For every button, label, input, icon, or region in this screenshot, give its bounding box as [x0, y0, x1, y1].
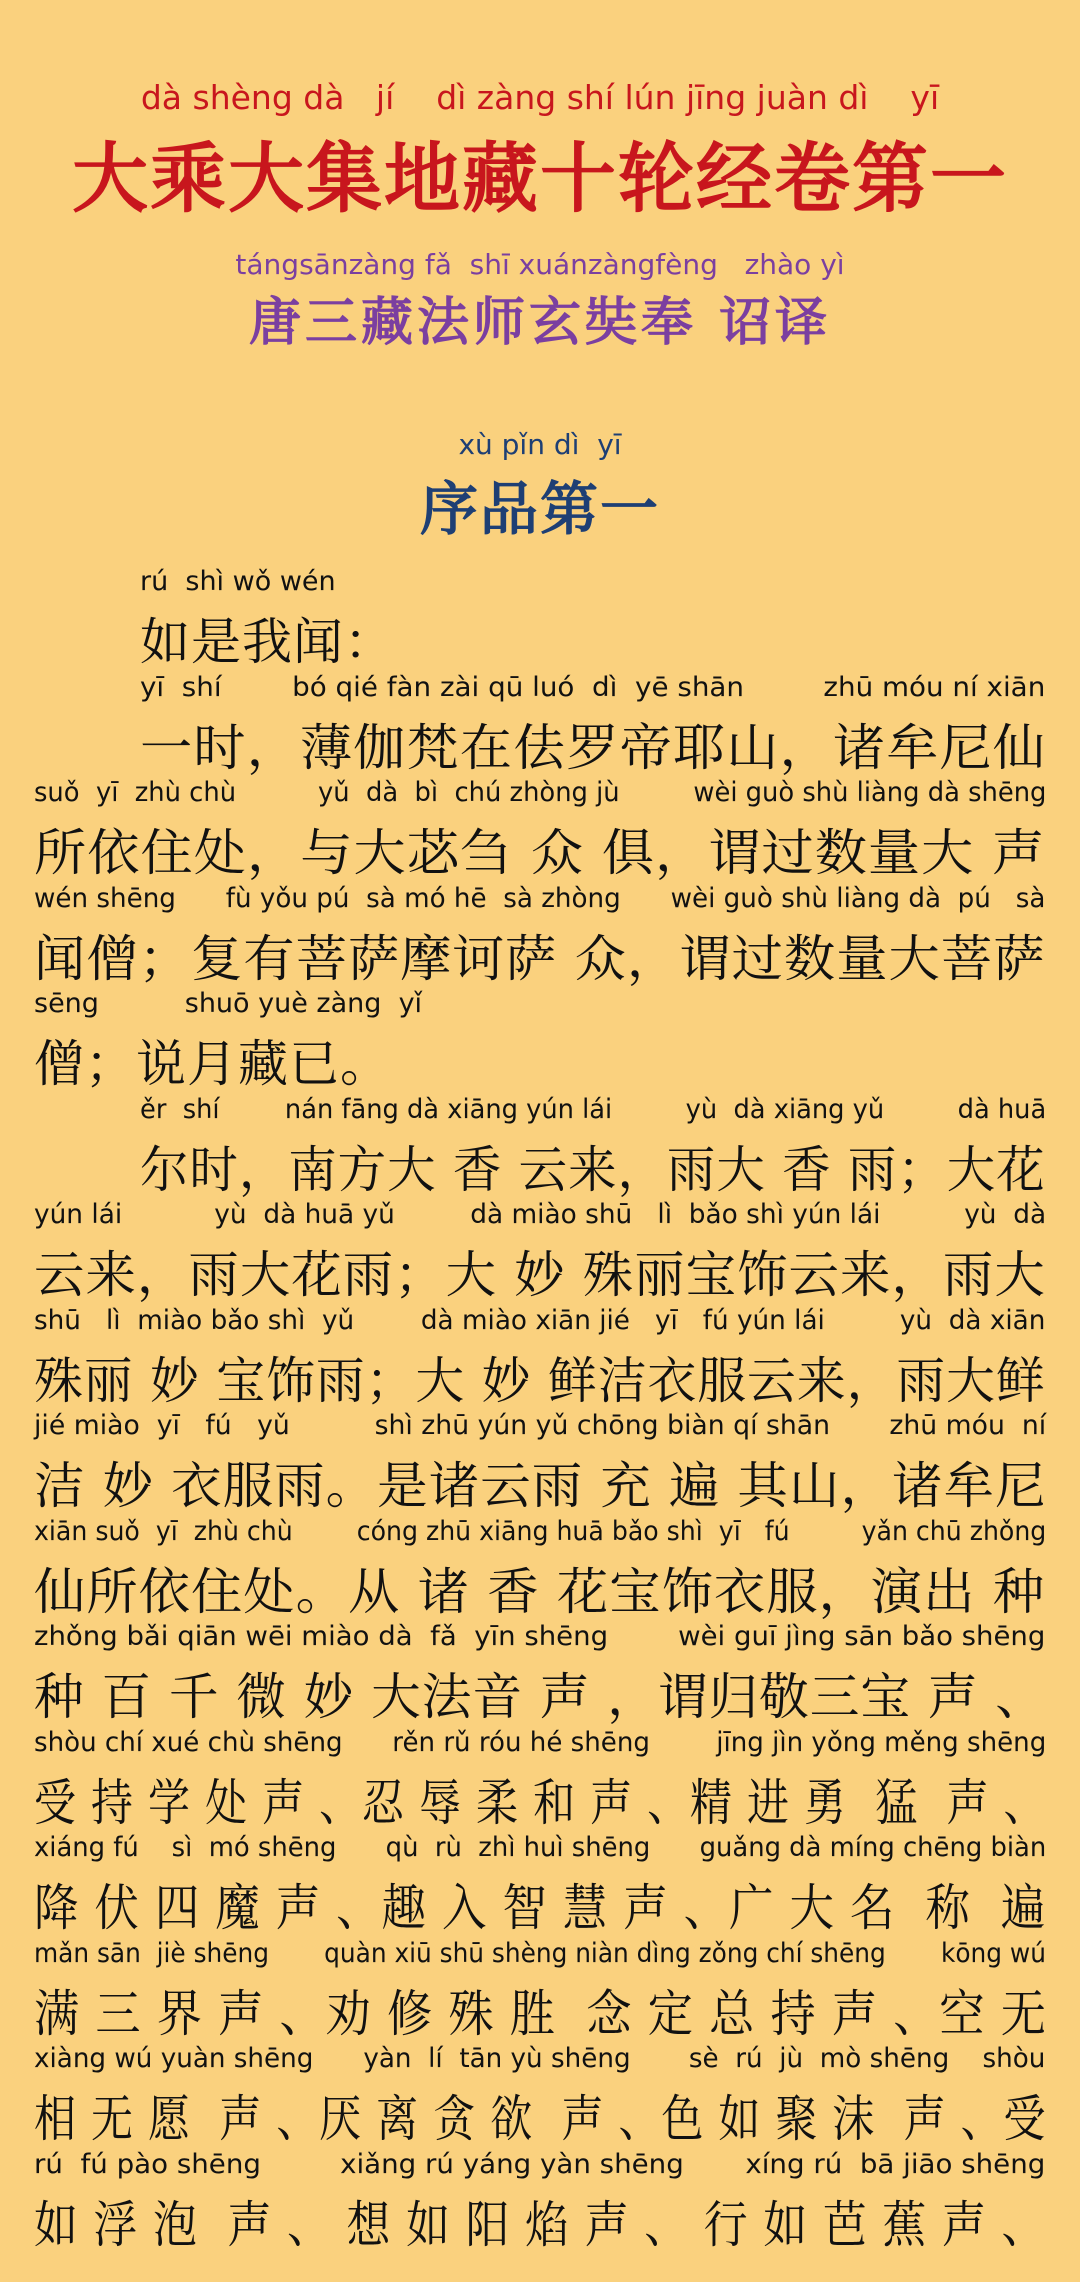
line-pinyin: wén shēng fù yǒu pú sà mó hē sà zhòng wèi guò shù liàng dà pú sà — [34, 882, 1046, 914]
line-text: 如是我闻： — [140, 613, 395, 671]
line-text: 仙所依住处。从 诸 香 花宝饰衣服，演出 种 — [34, 1562, 1046, 1621]
text-line — [0, 1093, 1080, 1199]
line-text: 闻僧；复有菩萨摩诃萨 众，谓过数量大菩萨 — [34, 929, 1046, 988]
text-line — [0, 988, 1080, 1093]
line-pinyin: yún lái yù dà huā yǔ dà miào shū lì bǎo shì yún lái yù dà — [34, 1199, 1047, 1230]
line-pinyin: yī shí bó qié fàn zài qū luó dì yē shān zhū móu ní xiān — [140, 671, 1046, 703]
line-pinyin: xiàng wú yuàn shēng yàn lí tān yù shēng sè rú jù mò shēng shòu — [34, 2043, 1046, 2074]
text-line — [0, 1410, 1080, 1515]
text-line — [0, 1937, 1080, 2043]
text-line — [0, 1726, 1080, 1832]
line-text: 殊丽 妙 宝饰雨；大 妙 鲜洁衣服云来，雨大鲜 — [34, 1351, 1046, 1410]
line-pinyin: suǒ yī zhù chù yǔ dà bì chú zhòng jù wèi guò shù liàng dà shēng — [34, 777, 1047, 808]
line-text: 所依住处，与大苾刍 众 俱，谓过数量大 声 — [34, 824, 1046, 882]
text-line — [0, 1304, 1080, 1410]
translator-pinyin: tángsānzàng fǎ shī xuánzàngfèng zhào yì — [235, 248, 845, 281]
line-text: 满 三 界 声 、劝 修 殊 胜 念 定 总 持 声 、空 无 — [34, 1984, 1047, 2043]
line-text: 僧；说月藏已。 — [34, 1035, 391, 1093]
line-text: 云来，雨大花雨；大 妙 殊丽宝饰云来，雨大 — [34, 1246, 1046, 1304]
line-pinyin: xiān suǒ yī zhù chù cóng zhū xiāng huā bǎo shì yī fú yǎn chū zhǒng — [34, 1515, 1047, 1547]
line-pinyin: ěr shí nán fāng dà xiāng yún lái yù dà xiāng yǔ dà huā — [140, 1093, 1047, 1125]
text-line — [0, 1515, 1080, 1621]
text-line — [0, 566, 1080, 671]
text-line — [0, 882, 1080, 988]
line-pinyin: shòu chí xué chù shēng rěn rǔ róu hé shēng jīng jìn yǒng měng shēng — [34, 1726, 1047, 1758]
line-text: 降 伏 四 魔 声 、趣 入 智 慧 声 、广 大 名 称 遍 — [34, 1879, 1047, 1937]
line-pinyin: sēng shuō yuè zàng yǐ — [34, 988, 423, 1019]
line-text: 相 无 愿 声 、厌 离 贪 欲 声 、色 如 聚 沫 声 、受 — [34, 2090, 1047, 2148]
sutra-title: 大乘大集地藏十轮经卷第一 — [72, 134, 1008, 223]
text-line — [0, 671, 1080, 777]
chapter-title: 序品第一 — [419, 475, 660, 543]
chapter-pinyin: xù pǐn dì yī — [458, 428, 622, 461]
line-text: 一时，薄伽梵在佉罗帝耶山，诸牟尼仙 — [140, 718, 1047, 777]
translator-line: 唐三藏法师玄奘奉 诏译 — [248, 293, 832, 353]
line-pinyin: jié miào yī fú yǔ shì zhū yún yǔ chōng biàn qí shān zhū móu ní — [34, 1410, 1047, 1441]
text-line — [0, 2148, 1080, 2254]
text-line — [0, 1199, 1080, 1304]
line-pinyin: mǎn sān jiè shēng quàn xiū shū shèng niàn dìng zǒng chí shēng kōng wú — [34, 1937, 1046, 1969]
line-pinyin: shū lì miào bǎo shì yǔ dà miào xiān jié yī fú yún lái yù dà xiān — [34, 1304, 1046, 1336]
line-text: 种 百 千 微 妙 大法音 声 ，谓归敬三宝 声 、 — [34, 1668, 1046, 1726]
line-text: 如 浮 泡 声 、 想 如 阳 焰 声 、 行 如 芭 蕉 声 、 — [34, 2195, 1047, 2254]
text-line — [0, 777, 1080, 882]
line-pinyin: rú fú pào shēng xiǎng rú yáng yàn shēng xíng rú bā jiāo shēng — [34, 2148, 1046, 2180]
title-pinyin: dà shèng dà jí dì zàng shí lún jīng juàn dì yī — [140, 78, 940, 117]
line-pinyin: rú shì wǒ wén — [140, 566, 336, 597]
line-pinyin: zhǒng bǎi qiān wēi miào dà fǎ yīn shēng wèi guī jìng sān bǎo shēng — [34, 1621, 1046, 1652]
text-line — [0, 1621, 1080, 1726]
line-text: 受 持 学 处 声 、忍 辱 柔 和 声 、精 进 勇 猛 声 、 — [34, 1773, 1047, 1832]
line-text: 尔时，南方大 香 云来，雨大 香 雨；大花 — [140, 1140, 1046, 1199]
line-text: 洁 妙 衣服雨。是诸云雨 充 遍 其山，诸牟尼 — [34, 1457, 1047, 1515]
line-pinyin: xiáng fú sì mó shēng qù rù zhì huì shēng guǎng dà míng chēng biàn — [34, 1832, 1047, 1863]
text-line — [0, 1832, 1080, 1937]
text-line — [0, 2043, 1080, 2148]
